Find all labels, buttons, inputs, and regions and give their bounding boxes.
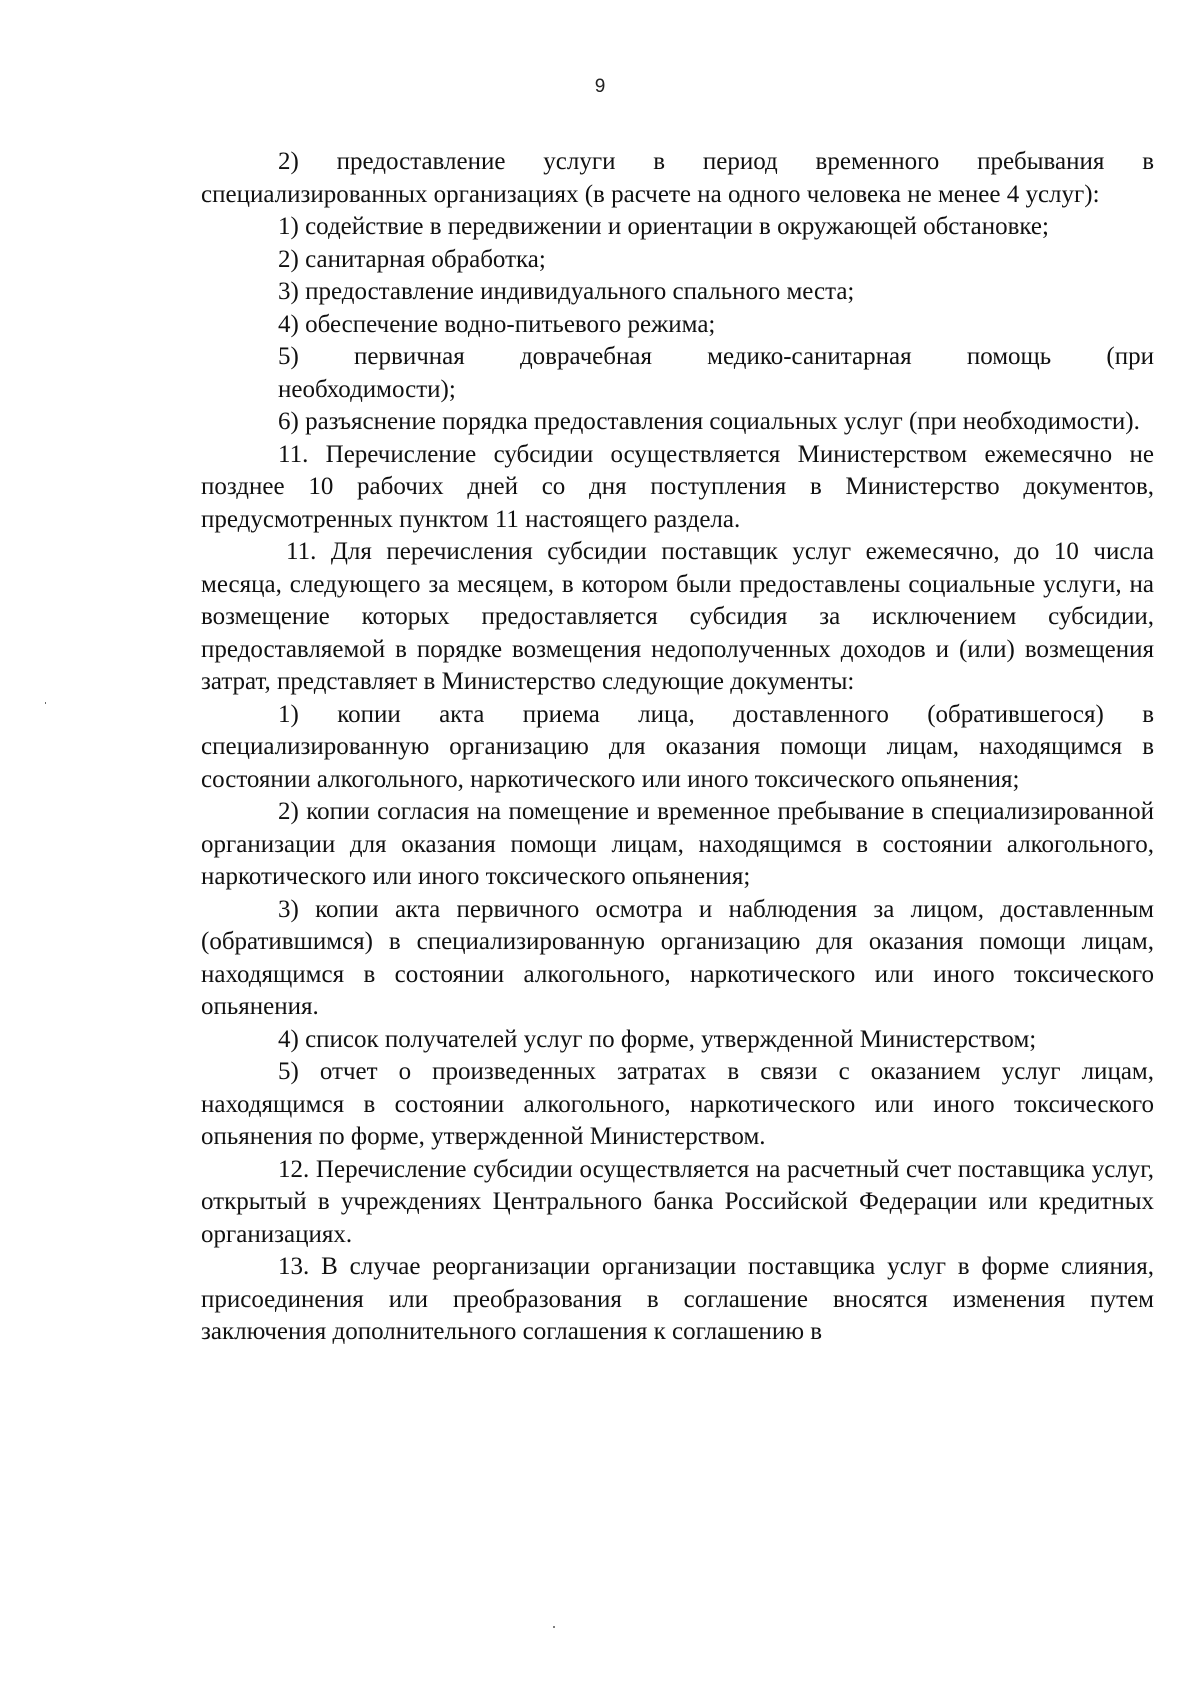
list-item-3: 3) предоставление индивидуального спального места;	[278, 278, 855, 305]
paragraph-12: 12. Перечисление субсидии осуществляется на расчетный счет поставщика услуг, открытый в учреждениях Центрального банка Российской Федерации или кредитных организациях.	[201, 1155, 1154, 1248]
document-item-3: 3) копии акта первичного осмотра и наблюдения за лицом, доставленным (обратившимся) в специализированную организацию для оказания помощи лицам, находящимся в состоянии алкогольного, наркотического или иного токсического опьянения.	[201, 895, 1154, 1020]
list-item-6: 6) разъяснение порядка предоставления социальных услуг (при необходимости).	[278, 408, 1140, 435]
list-item-5-continuation: необходимости);	[278, 375, 456, 403]
document-body	[201, 146, 1154, 1349]
document-item-4: 4) список получателей услуг по форме, утвержденной Министерством;	[278, 1025, 1037, 1053]
scan-speck	[553, 1626, 555, 1628]
list-item-1: 1) содействие в передвижении и ориентации в окружающей обстановке;	[278, 213, 1049, 240]
list-item-4: 4) обеспечение водно-питьевого режима;	[278, 310, 716, 338]
list-item-5: 5) первичная доврачебная медико-санитарная помощь (при	[278, 343, 1154, 370]
paragraph-item-2-services: 2) предоставление услуги в период временного пребывания в специализированных организациях (в расчете на одного человека не менее 4 услуг):	[201, 148, 1154, 208]
document-item-5: 5) отчет о произведенных затратах в связи с оказанием услуг лицам, находящимся в состоянии алкогольного, наркотического или иного токсического опьянения по форме, утвержденной Министерством.	[201, 1058, 1154, 1150]
document-item-2: 2) копии согласия на помещение и временное пребывание в специализированной организации для оказания помощи лицам, находящимся в состоянии алкогольного, наркотического или иного токсического опьянения;	[201, 798, 1154, 890]
paragraph-11-documents: 11. Для перечисления субсидии поставщик услуг ежемесячно, до 10 числа месяца, следующего за месяцем, в котором были предоставлены социальные услуги, на возмещение которых предоставляется субсидия за исключением субсидии, предоставляемой в порядке возмещения недополученных доходов и (или) возмещения затрат, представляет в Министерство следующие документы:	[201, 538, 1154, 695]
page-number: 9	[594, 76, 606, 97]
paragraph-11-transfer: 11. Перечисление субсидии осуществляется Министерством ежемесячно не позднее 10 рабочих дней со дня поступления в Министерство документов, предусмотренных пунктом 11 настоящего раздела.	[201, 440, 1154, 533]
document-item-1: 1) копии акта приема лица, доставленного (обратившегося) в специализированную организацию для оказания помощи лицам, находящимся в состоянии алкогольного, наркотического или иного токсического опьянения;	[201, 700, 1154, 793]
list-item-2: 2) санитарная обработка;	[278, 245, 546, 273]
paragraph-13: 13. В случае реорганизации организации поставщика услуг в форме слияния, присоединения или преобразования в соглашение вносятся изменения путем заключения дополнительного соглашения к соглашению в	[201, 1253, 1154, 1345]
scan-speck	[45, 702, 46, 704]
